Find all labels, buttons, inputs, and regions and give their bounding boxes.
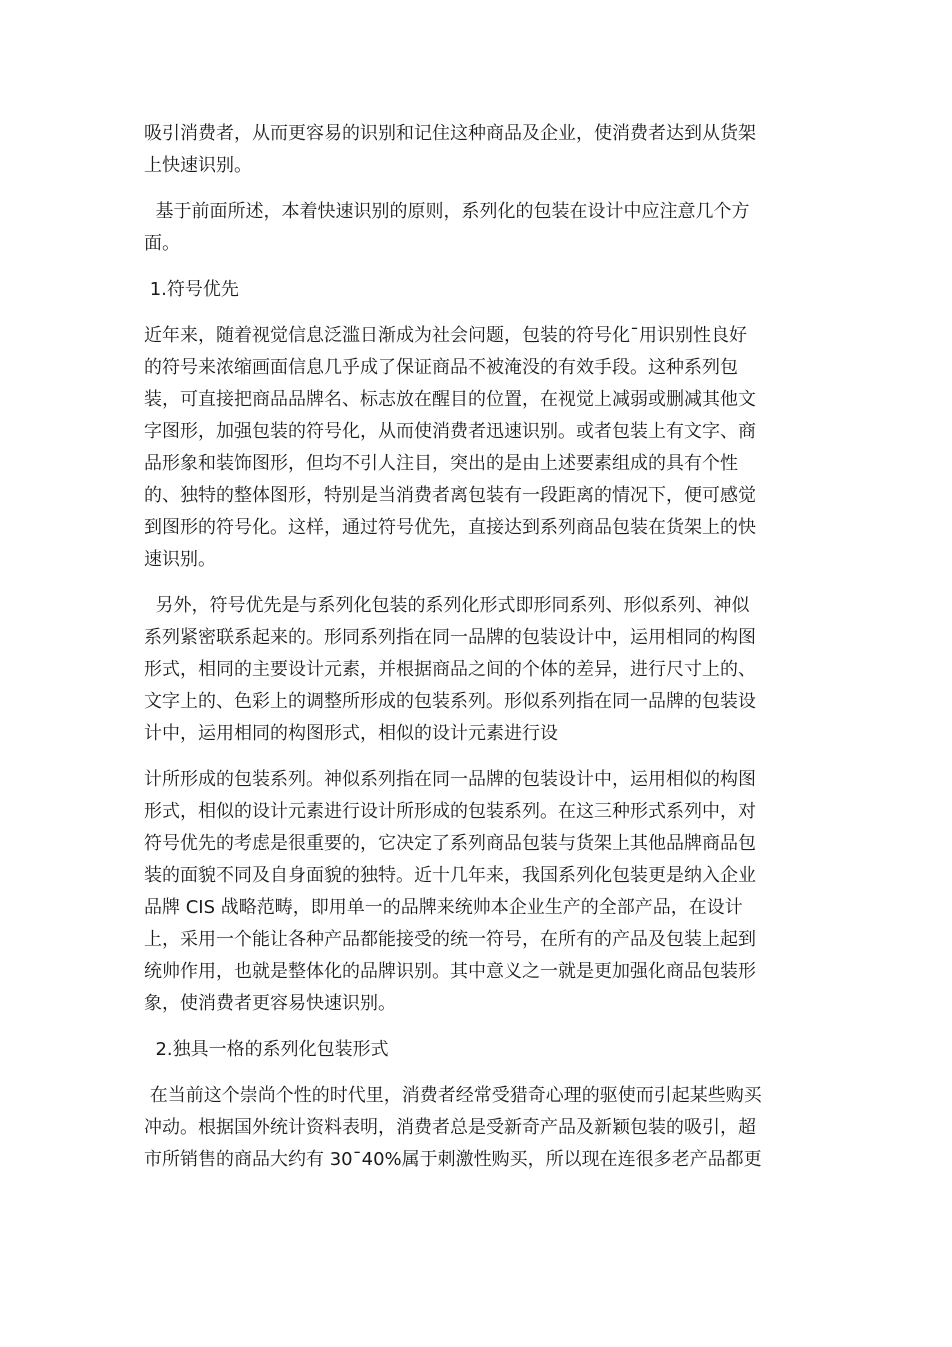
paragraph-6: [144, 1080, 804, 1176]
text-line: 另外，符号优先是与系列化包装的系列化形式即形同系列、形似系列、神似: [144, 595, 750, 616]
text-line: 符号优先的考虑是很重要的，它决定了系列商品包装与货架上其他品牌商品包: [144, 833, 756, 854]
text-line: 品牌 CIS 战略范畴，即用单一的品牌来统帅本企业生产的全部产品，在设计: [144, 897, 743, 918]
text-line: 速识别。: [144, 549, 216, 570]
section-heading-1: [144, 274, 804, 306]
text-line: 形式，相似的设计元素进行设计所形成的包装系列。在这三种形式系列中，对: [144, 801, 756, 822]
text-line: 装的面貌不同及自身面貌的独特。近十几年来，我国系列化包装更是纳入企业: [144, 865, 756, 886]
text-line: 装，可直接把商品品牌名、标志放在醒目的位置，在视觉上减弱或删减其他文: [144, 389, 756, 410]
heading-line: 1.符号优先: [144, 279, 239, 300]
text-line: 到图形的符号化。这样，通过符号优先，直接达到系列商品包装在货架上的快: [144, 517, 756, 538]
text-line: 上快速识别。: [144, 155, 252, 176]
text-line: 字图形，加强包装的符号化，从而使消费者迅速识别。或者包装上有文字、商: [144, 421, 756, 442]
text-line: 形式，相同的主要设计元素，并根据商品之间的个体的差异，进行尺寸上的、: [144, 659, 756, 680]
text-line: 的、独特的整体图形，特别是当消费者离包装有一段距离的情况下，便可感觉: [144, 485, 756, 506]
text-line: 上，采用一个能让各种产品都能接受的统一符号，在所有的产品及包装上起到: [144, 929, 756, 950]
text-line: 系列紧密联系起来的。形同系列指在同一品牌的包装设计中，运用相同的构图: [144, 627, 756, 648]
paragraph-1: [144, 118, 804, 182]
paragraph-4: [144, 590, 804, 750]
text-line: 在当前这个崇尚个性的时代里，消费者经常受猎奇心理的驱使而引起某些购买: [144, 1085, 762, 1106]
text-line: 计中，运用相同的构图形式，相似的设计元素进行设: [144, 723, 558, 744]
text-line: 计所形成的包装系列。神似系列指在同一品牌的包装设计中，运用相似的构图: [144, 769, 756, 790]
text-line: 统帅作用，也就是整体化的品牌识别。其中意义之一就是更加强化商品包装形: [144, 961, 756, 982]
text-line: 的符号来浓缩画面信息几乎成了保证商品不被淹没的有效手段。这种系列包: [144, 357, 738, 378]
text-line: 面。: [144, 233, 180, 254]
section-heading-2: [144, 1034, 804, 1066]
document-body: [144, 118, 804, 1176]
paragraph-2: [144, 196, 804, 260]
paragraph-5: [144, 764, 804, 1020]
text-line: 文字上的、色彩上的调整所形成的包装系列。形似系列指在同一品牌的包装设: [144, 691, 756, 712]
paragraph-3: [144, 320, 804, 576]
text-line: 吸引消费者，从而更容易的识别和记住这种商品及企业，使消费者达到从货架: [144, 123, 756, 144]
text-line: 基于前面所述，本着快速识别的原则，系列化的包装在设计中应注意几个方: [144, 201, 750, 222]
text-line: 象，使消费者更容易快速识别。: [144, 993, 396, 1014]
text-line: 近年来，随着视觉信息泛滥日渐成为社会问题，包装的符号化¯用识别性良好: [144, 325, 747, 346]
heading-line: 2.独具一格的系列化包装形式: [144, 1039, 389, 1060]
text-line: 品形象和装饰图形，但均不引人注目，突出的是由上述要素组成的具有个性: [144, 453, 738, 474]
text-line: 冲动。根据国外统计资料表明，消费者总是受新奇产品及新颖包装的吸引，超: [144, 1117, 756, 1138]
text-line: 市所销售的商品大约有 30¯40%属于刺激性购买，所以现在连很多老产品都更: [144, 1149, 762, 1170]
